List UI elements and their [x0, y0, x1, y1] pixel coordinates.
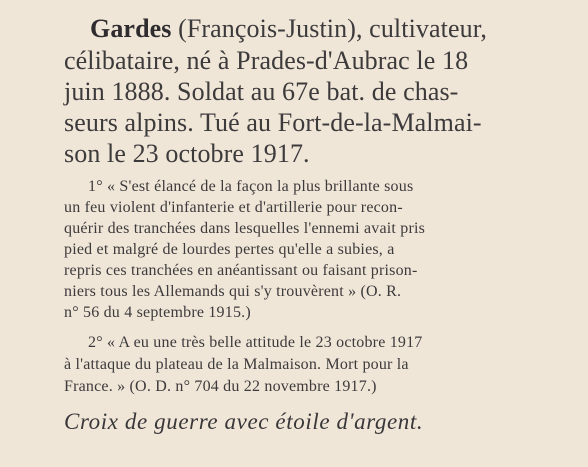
soldier-name: Gardes: [90, 14, 172, 43]
citation2-line-2: à l'attaque du plateau de la Malmaison. Mort pour la: [64, 356, 409, 373]
citation1-line-3: quérir des tranchées dans lesquelles l'ennemi avait pris: [64, 220, 426, 237]
citation1-line-7: n° 56 du 4 septembre 1915.): [64, 304, 251, 321]
entry-line-1: [90, 14, 487, 44]
citation1-line-1: 1° « S'est élancé de la façon la plus brillante sous: [88, 178, 414, 195]
entry-line-4: seurs alpins. Tué au Fort-de-la-Malmai-: [64, 108, 482, 137]
decoration-line: Croix de guerre avec étoile d'argent.: [64, 409, 424, 434]
citation2-line-1: 2° « A eu une très belle attitude le 23 octobre 1917: [88, 334, 423, 351]
entry-line-3: juin 1888. Soldat au 67e bat. de chas-: [64, 77, 459, 106]
citation1-line-5: repris ces tranchées en anéantissant ou faisant prison-: [64, 262, 418, 279]
citation1-line-6: niers tous les Allemands qui s'y trouvèrent » (O. R.: [64, 283, 402, 300]
entry-line-5: son le 23 octobre 1917.: [64, 139, 310, 168]
citation2-line-3: France. » (O. D. n° 704 du 22 novembre 1917.): [64, 378, 377, 395]
entry-line-2: célibataire, né à Prades-d'Aubrac le 18: [64, 46, 469, 75]
citation1-line-2: un feu violent d'infanterie et d'artillerie pour recon-: [64, 199, 403, 216]
citation1-line-4: pied et malgré de lourdes pertes qu'elle a subies, a: [64, 241, 395, 258]
entry-line-1-text: (François-Justin), cultivateur,: [171, 14, 488, 43]
